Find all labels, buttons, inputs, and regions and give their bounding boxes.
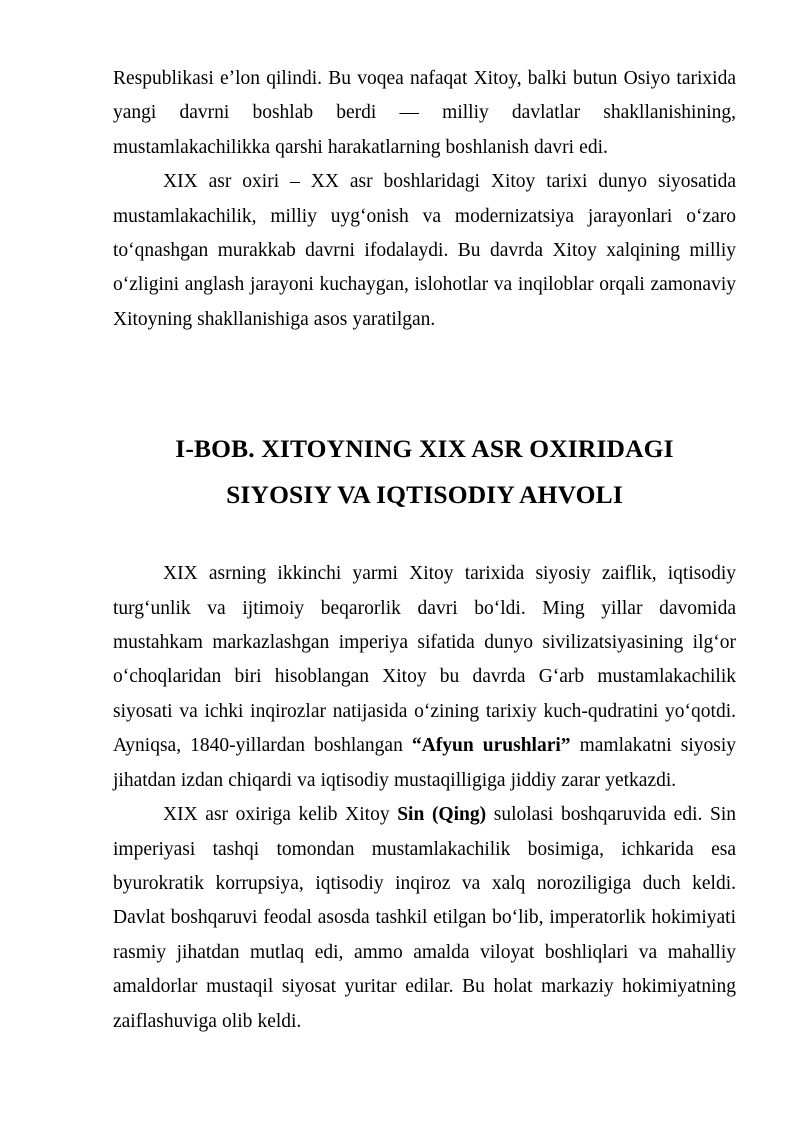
chapter-heading <box>113 426 736 518</box>
paragraph-intro-continued: Respublikasi eʼlon qilindi. Bu voqea nafaqat Xitoy, balki butun Osiyo tarixida yangi davrni boshlab berdi — milliy davlatlar shakllanishining, mustamlakachilikka qarshi harakatlarning boshlanish davri edi. <box>113 68 736 158</box>
paragraph-second-half <box>113 557 736 798</box>
heading-top-spacer <box>113 337 736 426</box>
text-run: sulolasi boshqaruvida edi. Sin imperiyasi tashqi tomondan mustamlakachilik bosimiga, ichkarida esa byurokratik korrupsiya, iqtisodiy inqiroz va xalq noroziligiga duch keldi. Davlat boshqaruvi feodal asosda tashkil etilgan boʻlib, imperatorlik hokimiyati rasmiy jihatdan mutlaq edi, ammo amalda viloyat boshliqlari va mahalliy amaldorlar mustaqil siyosat yuritar edilar. Bu holat markaziy hokimiyatning zaiflashuviga olib keldi. <box>113 804 737 1032</box>
bold-term-afyun-urushlari: “Afyun urushlari” <box>411 735 571 757</box>
chapter-heading-line-2: SIYOSIY VA IQTISODIY AHVOLI <box>226 480 623 510</box>
heading-bottom-spacer <box>113 518 736 557</box>
text-run: mamlakatni siyosiy jihatdan izdan chiqardi va iqtisodiy mustaqilligiga jiddiy zarar yetkazdi. <box>113 735 736 791</box>
paragraph-qing-dynasty <box>113 798 736 1039</box>
bold-term-sin-qing: Sin (Qing) <box>397 804 487 826</box>
paragraph-overview: XIX asr oxiri – XX asr boshlaridagi Xitoy tarixi dunyo siyosatida mustamlakachilik, milliy uygʻonish va modernizatsiya jarayonlari oʻzaro toʻqnashgan murakkab davrni ifodalaydi. Bu davrda Xitoy xalqining milliy oʻzligini anglash jarayoni kuchaygan, islohotlar va inqiloblar orqali zamonaviy Xitoyning shakllanishiga asos yaratilgan. <box>113 171 736 330</box>
page-content-column <box>113 62 736 1039</box>
chapter-heading-line-1: I-BOB. XITOYNING XIX ASR OXIRIDAGI <box>175 434 674 464</box>
text-run: XIX asrning ikkinchi yarmi Xitoy tarixida siyosiy zaiflik, iqtisodiy turgʻunlik va ijtimoiy beqarorlik davri boʻldi. Ming yillar davomida mustahkam markazlashgan imperiya sifatida dunyo sivilizatsiyasining ilgʻor oʻchoqlaridan biri hisoblangan Xitoy bu davrda Gʻarb mustamlakachilik siyosati va ichki inqirozlar natijasida oʻzining tarixiy kuch-qudratini yoʻqotdi. Ayniqsa, 1840-yillardan boshlangan <box>113 563 736 757</box>
text-run: XIX asr oxiriga kelib Xitoy <box>163 804 398 826</box>
